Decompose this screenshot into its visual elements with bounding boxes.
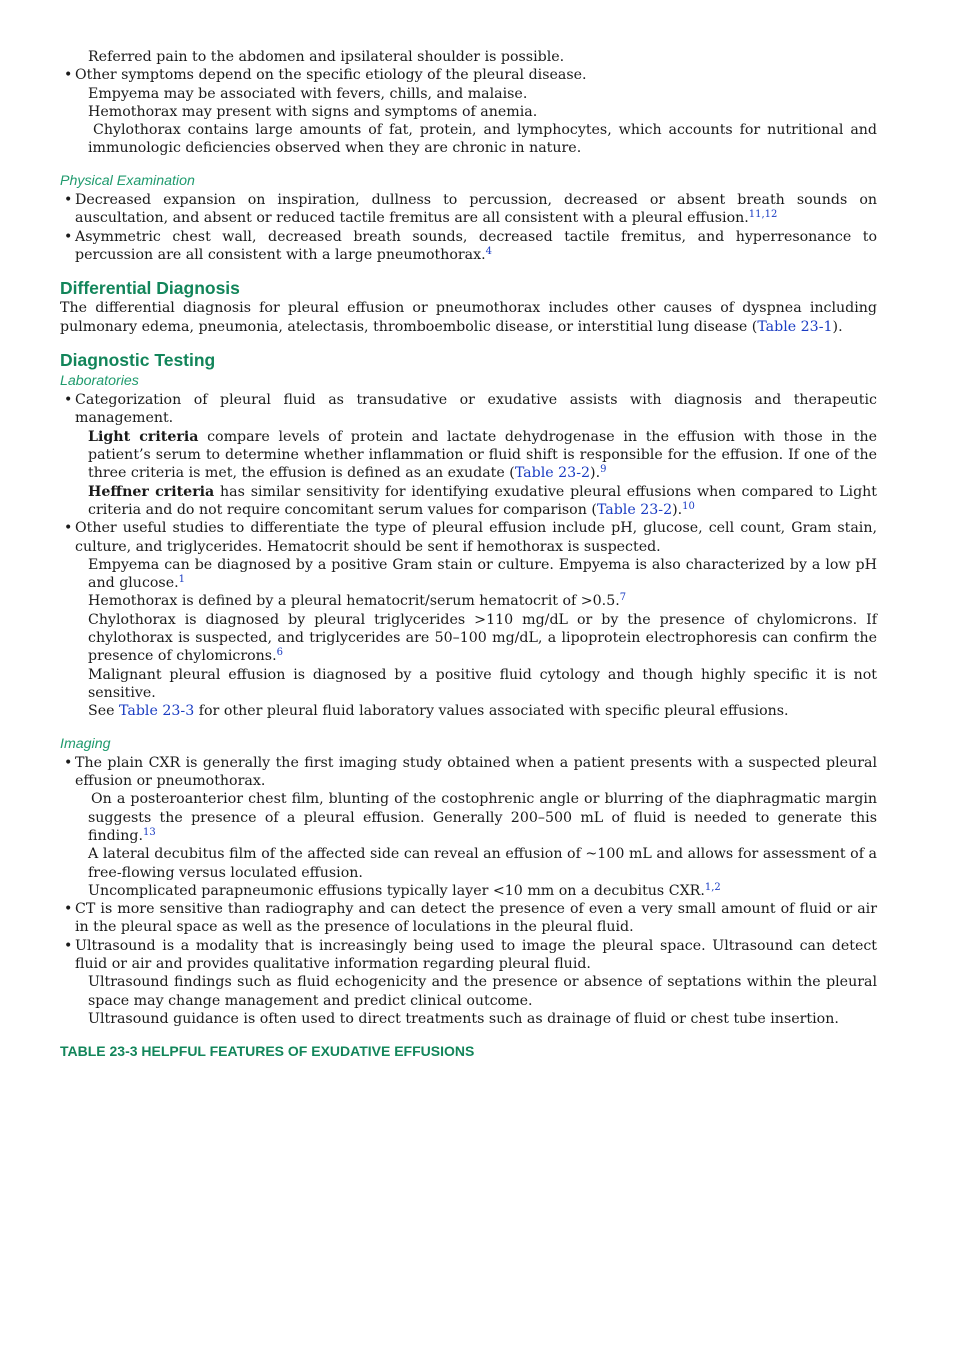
- paragraph-ultrasound-findings: Ultrasound findings such as fluid echogenicity and the presence or absence of septations within the pleural space may change management and predict clinical outcome.: [88, 974, 877, 1009]
- paragraph-see-table: [60, 702, 877, 720]
- paragraph-hemothorax-symptoms: Hemothorax may present with signs and symptoms of anemia.: [88, 103, 538, 120]
- text: ).: [832, 318, 843, 335]
- heading-diagnostic-testing: Diagnostic Testing: [60, 349, 216, 370]
- bullet-other-symptoms: • Other symptoms depend on the specific etiology of the pleural disease.: [60, 66, 877, 84]
- citation[interactable]: 13: [142, 826, 156, 838]
- text: Chylothorax is diagnosed by pleural triglycerides >110 mg/dL or by the presence of chylomicrons. If chylothorax is suspected, and triglycerides are 50–100 mg/dL, a lipoprotein electrophoresis can confirm the presence of chylomicrons.: [88, 611, 877, 665]
- text: ).: [672, 501, 683, 518]
- paragraph-empyema-diagnosis: [60, 556, 877, 593]
- paragraph-empyema-symptoms: Empyema may be associated with fevers, chills, and malaise.: [88, 85, 528, 102]
- bullet-ultrasound: • Ultrasound is a modality that is increasingly being used to image the pleural space. Ultrasound can detect fluid or air and provides qualitative information regarding pleural fluid.: [60, 937, 877, 974]
- paragraph-light-criteria: [60, 428, 877, 483]
- paragraph-parapneumonic: [60, 882, 877, 900]
- text: has similar sensitivity for identifying exudative pleural effusions when compared to Light criteria and do not require concomitant serum values for comparison (: [88, 483, 877, 518]
- subheading-physical-examination: Physical Examination: [60, 172, 195, 189]
- heading-differential-diagnosis: Differential Diagnosis: [60, 278, 240, 299]
- paragraph-differential: [60, 299, 877, 336]
- text: On a posteroanterior chest film, blunting of the costophrenic angle or blurring of the diaphragmatic margin suggests the presence of a pleural effusion. Generally 200–500 mL of fluid is needed to generate this finding.: [88, 791, 877, 844]
- citation[interactable]: 11,12: [748, 209, 778, 221]
- citation[interactable]: 9: [600, 464, 607, 476]
- text: ).: [590, 465, 601, 482]
- text: Decreased expansion on inspiration, dullness to percussion, decreased or absent breath sounds on auscultation, and absent or reduced tactile fremitus are all consistent with a pleural effusion.: [75, 192, 877, 227]
- text: Hemothorax is defined by a pleural hematocrit/serum hematocrit of >0.5.: [88, 593, 620, 610]
- text: See: [88, 703, 120, 720]
- citation[interactable]: 1,2: [704, 881, 721, 893]
- bullet-categorization: • Categorization of pleural fluid as transudative or exudative assists with diagnosis and therapeutic management.: [60, 391, 877, 428]
- citation[interactable]: 1: [178, 574, 185, 586]
- table-link[interactable]: Table 23-2: [514, 465, 591, 482]
- citation[interactable]: 6: [276, 647, 283, 659]
- table-link[interactable]: Table 23-1: [757, 318, 833, 335]
- text: Empyema can be diagnosed by a positive Gram stain or culture. Empyema is also characterized by a low pH and glucose.: [88, 556, 877, 592]
- page-content: [60, 48, 877, 1061]
- paragraph-lateral-decubitus: A lateral decubitus film of the affected side can reveal an effusion of ~100 mL and allows for assessment of a free-flowing versus loculated effusion.: [88, 846, 877, 881]
- citation[interactable]: 10: [682, 500, 695, 512]
- text: for other pleural fluid laboratory values associated with specific pleural effusions.: [194, 703, 789, 720]
- term-heffner-criteria: Heffner criteria: [88, 483, 215, 500]
- bullet-pneumothorax-exam: [60, 228, 877, 265]
- bullet-other-studies: • Other useful studies to differentiate the type of pleural effusion include pH, glucose, cell count, Gram stain, culture, and triglycerides. Hematocrit should be sent if hemothorax is suspected.: [60, 519, 877, 556]
- subheading-imaging: Imaging: [60, 735, 111, 752]
- paragraph-chylothorax-symptoms: Chylothorax contains large amounts of fat, protein, and lymphocytes, which accounts for nutritional and immunologic deficiencies observed when they are chronic in nature.: [88, 122, 877, 157]
- citation[interactable]: 7: [619, 592, 627, 604]
- paragraph-posteroanterior-film: [60, 790, 877, 845]
- text: compare levels of protein and lactate dehydrogenase in the effusion with those in the patient’s serum to determine whether inflammation or fluid shift is responsible for the effusion. If one of the three criteria is met, the effusion is defined as an exudate (: [88, 428, 878, 482]
- bullet-ct: • CT is more sensitive than radiography and can detect the presence of even a very small amount of fluid or air in the pleural space as well as the presence of loculations in the pleural fluid.: [60, 900, 877, 937]
- paragraph-hemothorax-diagnosis: [60, 592, 877, 610]
- text: Asymmetric chest wall, decreased breath sounds, decreased tactile fremitus, and hyperresonance to percussion are all consistent with a large pneumothorax.: [75, 228, 877, 263]
- paragraph-chylothorax-diagnosis: [60, 611, 877, 666]
- bullet-pleural-effusion-exam: [60, 191, 877, 228]
- subheading-laboratories: Laboratories: [60, 372, 139, 389]
- paragraph-referred-pain: Referred pain to the abdomen and ipsilateral shoulder is possible.: [88, 49, 565, 65]
- paragraph-heffner-criteria: [60, 483, 877, 520]
- table-link[interactable]: Table 23-3: [119, 703, 195, 720]
- paragraph-ultrasound-guidance: Ultrasound guidance is often used to direct treatments such as drainage of fluid or chest tube insertion.: [88, 1010, 839, 1027]
- text: Uncomplicated parapneumonic effusions typically layer <10 mm on a decubitus CXR.: [88, 882, 705, 899]
- table-link[interactable]: Table 23-2: [596, 501, 673, 518]
- bullet-plain-cxr: • The plain CXR is generally the first imaging study obtained when a patient presents with a suspected pleural effusion or pneumothorax.: [60, 754, 877, 791]
- paragraph-malignant-effusion: Malignant pleural effusion is diagnosed by a positive fluid cytology and though highly specific it is not sensitive.: [88, 666, 877, 701]
- term-light-criteria: Light criteria: [88, 428, 199, 445]
- citation[interactable]: 4: [485, 245, 493, 257]
- text: The differential diagnosis for pleural effusion or pneumothorax includes other causes of dyspnea including pulmonary edema, pneumonia, atelectasis, thromboembolic disease, or interstitial lung disease (: [60, 300, 877, 335]
- table-title: TABLE 23-3 HELPFUL FEATURES OF EXUDATIVE EFFUSIONS: [60, 1043, 475, 1060]
